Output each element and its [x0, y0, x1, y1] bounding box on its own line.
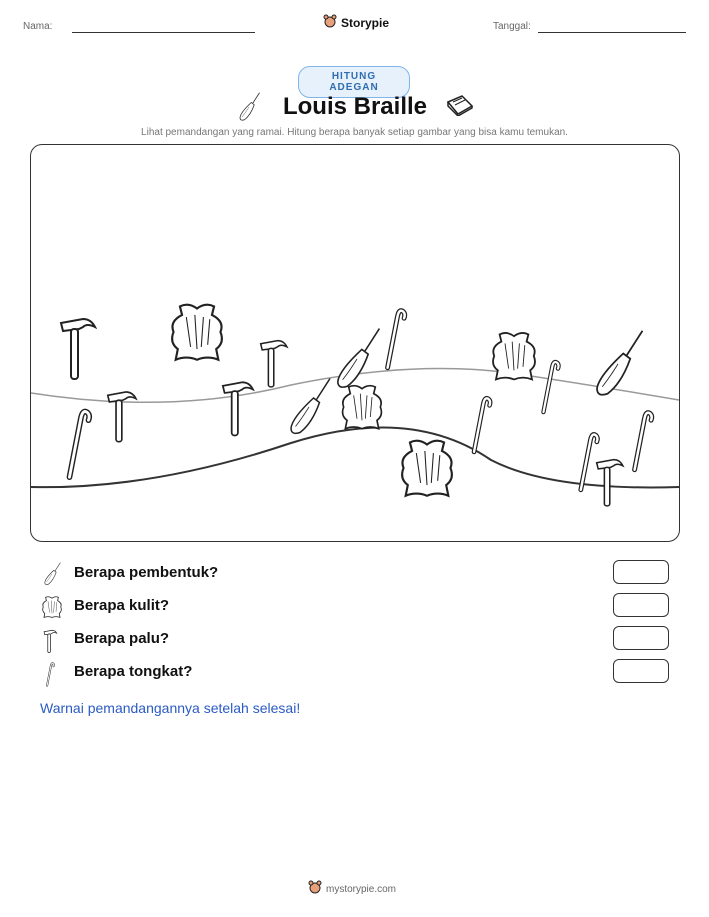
hammer[interactable]: [53, 313, 101, 383]
name-label: Nama:: [23, 21, 53, 32]
question-text: Berapa pembentuk?: [74, 564, 219, 581]
name-field[interactable]: [72, 32, 255, 33]
date-field[interactable]: [538, 32, 686, 33]
title-awl-icon: [236, 92, 262, 127]
hammer[interactable]: [101, 387, 141, 445]
question-row-hammer: [40, 626, 670, 652]
instructions: Lihat pemandangan yang ramai. Hitung berapa banyak setiap gambar yang bisa kamu temukan.: [141, 127, 568, 138]
date-label: Tanggal:: [493, 21, 531, 32]
brand-name: Storypie: [341, 15, 390, 30]
footer: [308, 880, 396, 899]
footer-url[interactable]: mystorypie.com: [326, 884, 397, 895]
hammer-icon: [40, 628, 60, 654]
answer-box-hide[interactable]: [613, 593, 669, 617]
answer-box-cane[interactable]: [613, 659, 669, 683]
page-title: Louis Braille: [282, 93, 428, 120]
question-row-cane: [40, 659, 670, 685]
answer-box-hammer[interactable]: [613, 626, 669, 650]
title-book-icon: [444, 94, 474, 121]
cane[interactable]: [61, 405, 95, 481]
cane[interactable]: [573, 429, 603, 493]
question-text: Berapa kulit?: [74, 597, 170, 614]
activity-badge: HITUNG ADEGAN: [298, 66, 410, 98]
closing-note: Warnai pemandangannya setelah selesai!: [40, 700, 301, 716]
cane[interactable]: [381, 305, 409, 371]
cane[interactable]: [627, 407, 657, 473]
bear-icon: [323, 14, 337, 31]
awl[interactable]: [281, 377, 337, 437]
question-text: Berapa palu?: [74, 630, 170, 647]
cane-icon: [42, 661, 58, 687]
cane[interactable]: [537, 357, 563, 415]
awl[interactable]: [587, 329, 649, 399]
awl[interactable]: [331, 327, 383, 391]
leather-hide[interactable]: [487, 327, 541, 385]
awl-icon: [40, 562, 64, 586]
question-row-awl: [40, 560, 670, 586]
bear-icon: [308, 880, 322, 899]
leather-hide[interactable]: [165, 299, 229, 365]
question-text: Berapa tongkat?: [74, 663, 193, 680]
leather-hide[interactable]: [395, 433, 459, 503]
answer-box-awl[interactable]: [613, 560, 669, 584]
leather-hide-icon: [40, 595, 64, 619]
question-row-hide: [40, 593, 670, 619]
brand-logo: [323, 14, 389, 31]
cane[interactable]: [467, 393, 495, 455]
search-scene[interactable]: [30, 144, 680, 542]
hammer[interactable]: [217, 377, 257, 439]
